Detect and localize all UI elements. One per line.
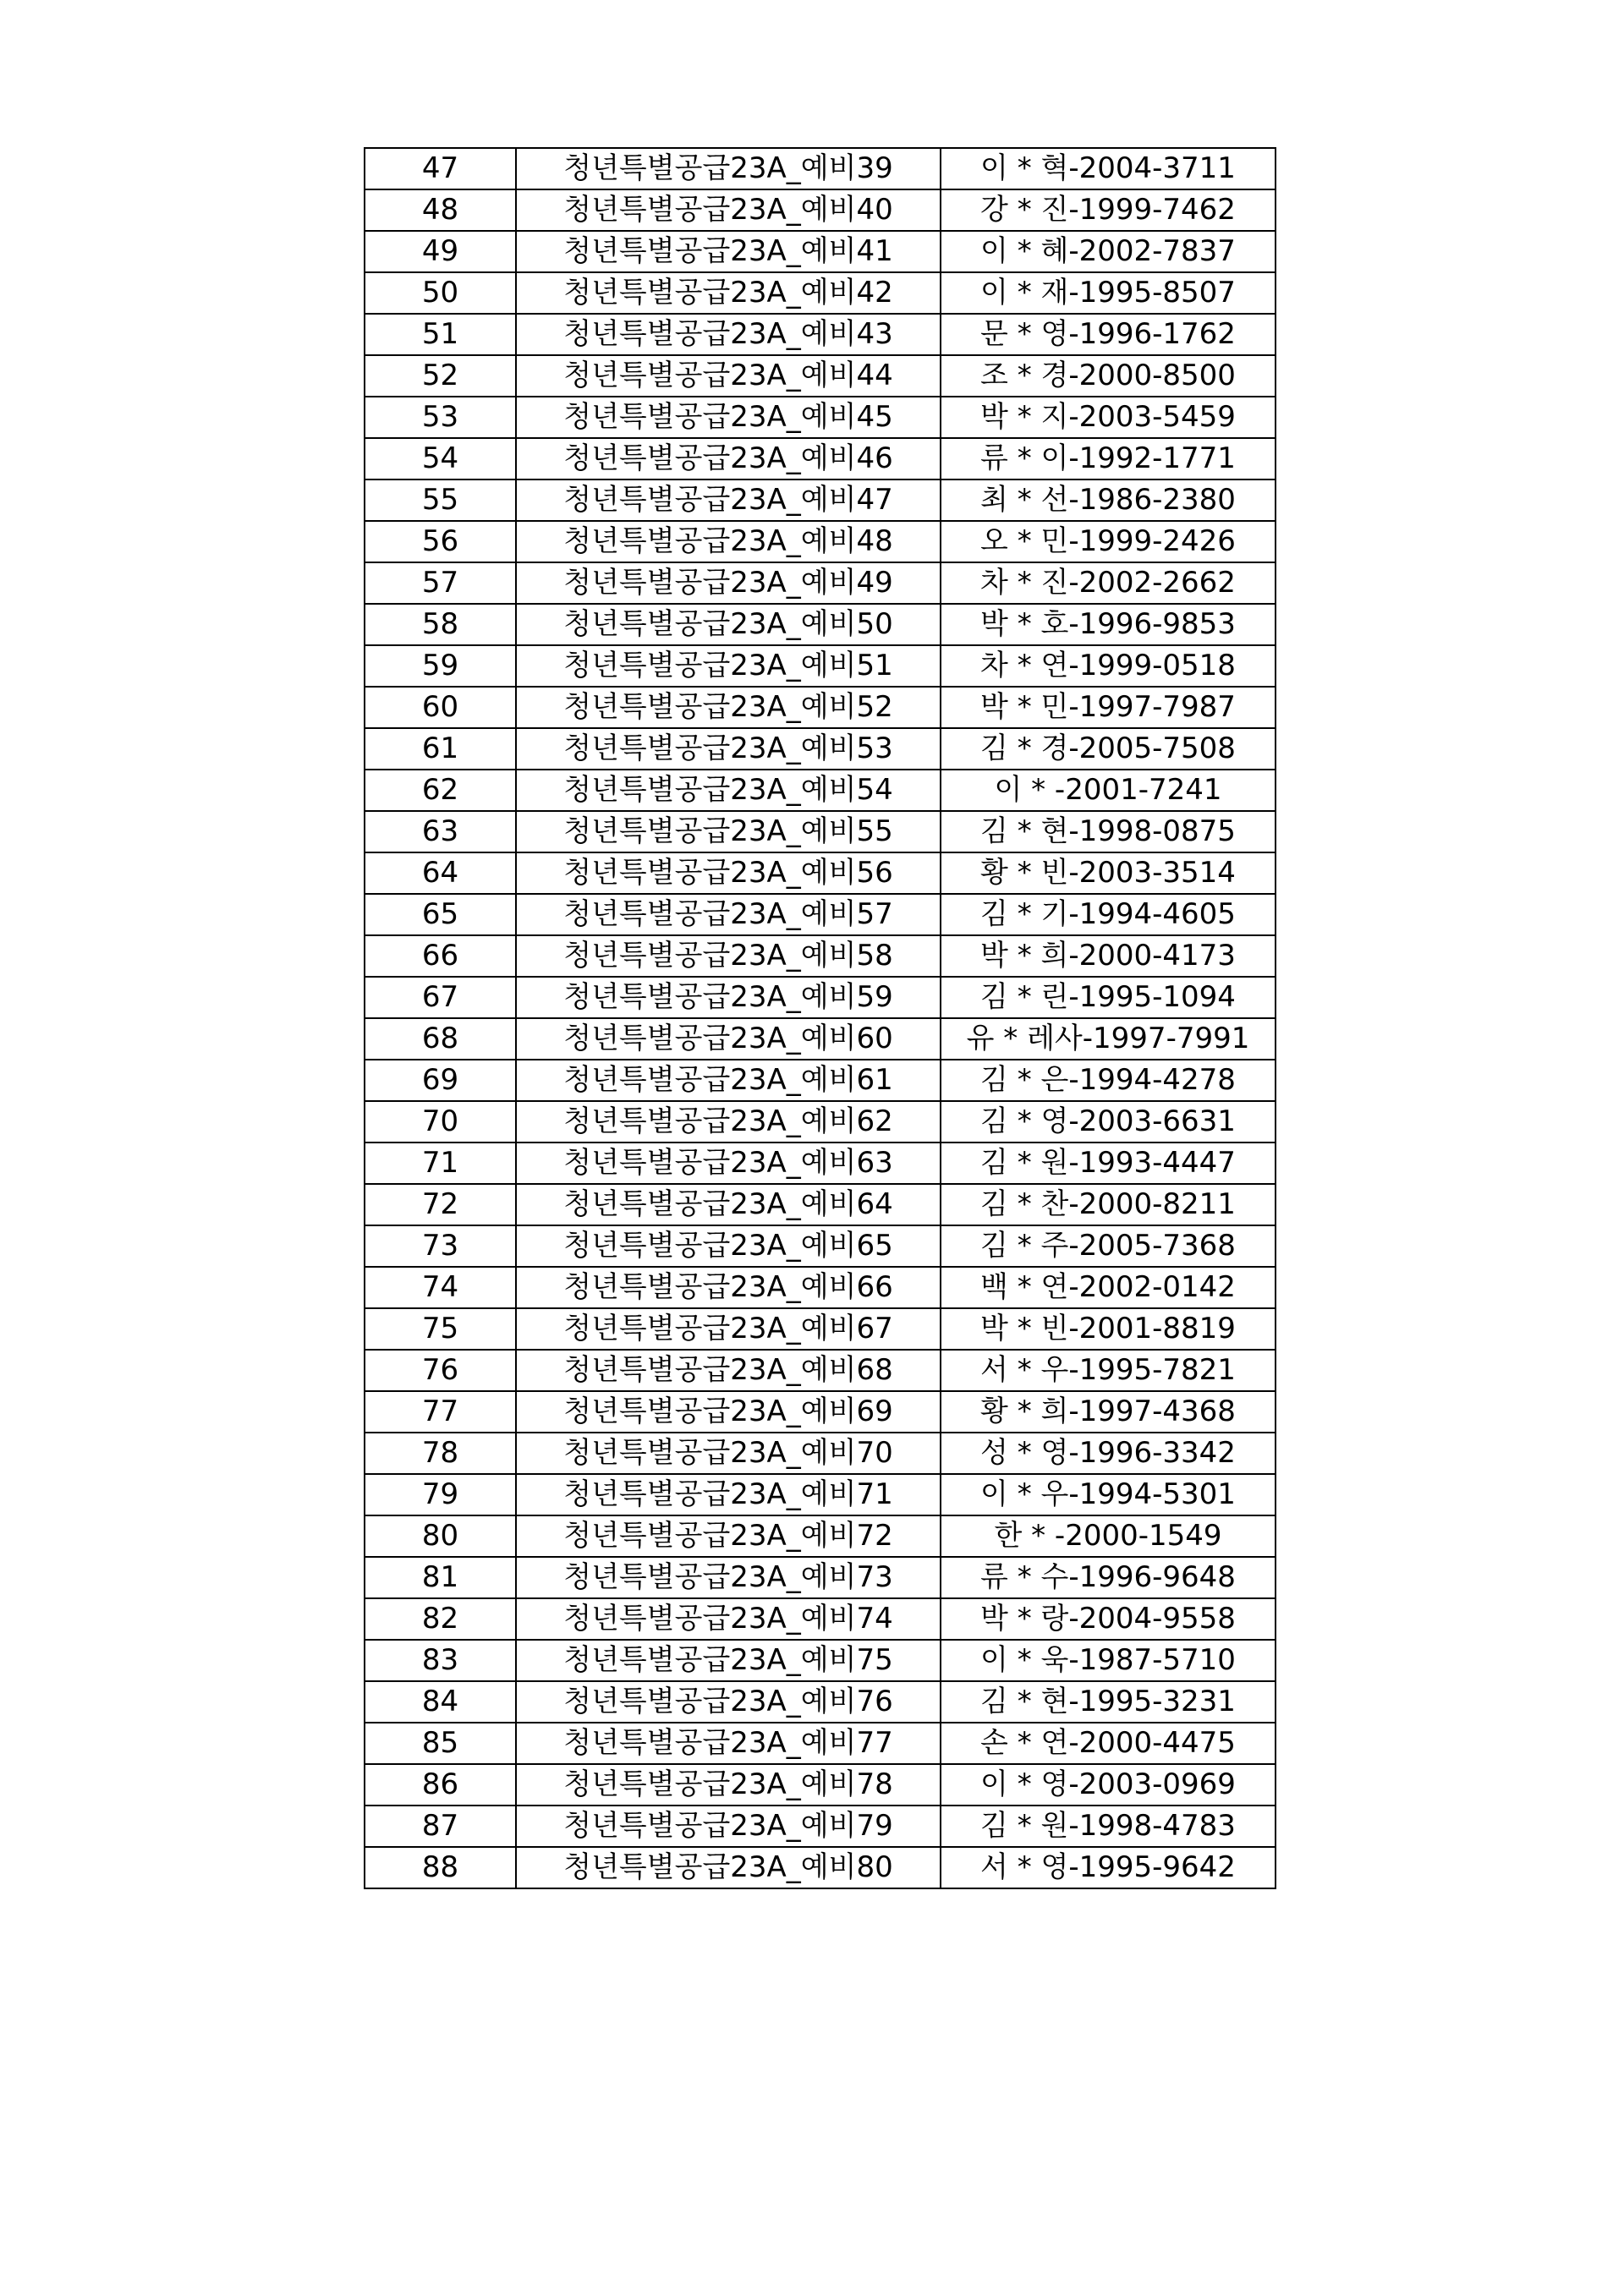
row-number-cell: 50 — [365, 272, 516, 314]
category-cell: 청년특별공급23A_예비64 — [516, 1184, 941, 1225]
row-number-cell: 80 — [365, 1515, 516, 1557]
table-row — [365, 894, 1276, 935]
row-number-cell: 69 — [365, 1060, 516, 1101]
row-number-cell: 70 — [365, 1101, 516, 1143]
row-number-cell: 79 — [365, 1474, 516, 1515]
category-cell: 청년특별공급23A_예비58 — [516, 935, 941, 977]
row-number-cell: 78 — [365, 1433, 516, 1474]
row-number-cell: 49 — [365, 231, 516, 272]
table-row — [365, 397, 1276, 438]
applicant-id-cell: 차 * 연-1999-0518 — [941, 645, 1276, 687]
table-row — [365, 977, 1276, 1018]
category-cell: 청년특별공급23A_예비76 — [516, 1681, 941, 1723]
table-row — [365, 604, 1276, 645]
table-row — [365, 811, 1276, 852]
applicant-id-cell: 박 * 랑-2004-9558 — [941, 1598, 1276, 1640]
category-cell: 청년특별공급23A_예비51 — [516, 645, 941, 687]
table-row — [365, 1018, 1276, 1060]
table-row — [365, 479, 1276, 521]
applicant-id-cell: 김 * 영-2003-6631 — [941, 1101, 1276, 1143]
table-row — [365, 1060, 1276, 1101]
applicant-id-cell: 이 * 욱-1987-5710 — [941, 1640, 1276, 1681]
applicant-id-cell: 박 * 지-2003-5459 — [941, 397, 1276, 438]
table-row — [365, 1391, 1276, 1433]
category-cell: 청년특별공급23A_예비65 — [516, 1225, 941, 1267]
table-row — [365, 355, 1276, 397]
applicant-id-cell: 조 * 경-2000-8500 — [941, 355, 1276, 397]
applicant-id-cell: 박 * 민-1997-7987 — [941, 687, 1276, 728]
row-number-cell: 86 — [365, 1764, 516, 1806]
row-number-cell: 71 — [365, 1143, 516, 1184]
category-cell: 청년특별공급23A_예비63 — [516, 1143, 941, 1184]
table-row — [365, 852, 1276, 894]
table-row — [365, 189, 1276, 231]
row-number-cell: 63 — [365, 811, 516, 852]
category-cell: 청년특별공급23A_예비61 — [516, 1060, 941, 1101]
category-cell: 청년특별공급23A_예비77 — [516, 1723, 941, 1764]
applicant-id-cell: 김 * 원-1998-4783 — [941, 1806, 1276, 1847]
category-cell: 청년특별공급23A_예비57 — [516, 894, 941, 935]
category-cell: 청년특별공급23A_예비50 — [516, 604, 941, 645]
applicant-id-cell: 김 * 경-2005-7508 — [941, 728, 1276, 770]
category-cell: 청년특별공급23A_예비42 — [516, 272, 941, 314]
applicant-id-cell: 김 * 주-2005-7368 — [941, 1225, 1276, 1267]
row-number-cell: 74 — [365, 1267, 516, 1308]
applicant-id-cell: 문 * 영-1996-1762 — [941, 314, 1276, 355]
category-cell: 청년특별공급23A_예비71 — [516, 1474, 941, 1515]
table-row — [365, 687, 1276, 728]
table-row — [365, 1515, 1276, 1557]
row-number-cell: 82 — [365, 1598, 516, 1640]
row-number-cell: 62 — [365, 770, 516, 811]
table-row — [365, 1557, 1276, 1598]
table-row — [365, 1350, 1276, 1391]
category-cell: 청년특별공급23A_예비56 — [516, 852, 941, 894]
table-row — [365, 1474, 1276, 1515]
table-row — [365, 438, 1276, 479]
applicant-id-cell: 서 * 영-1995-9642 — [941, 1847, 1276, 1888]
applicant-id-cell: 박 * 호-1996-9853 — [941, 604, 1276, 645]
applicant-id-cell: 성 * 영-1996-3342 — [941, 1433, 1276, 1474]
row-number-cell: 59 — [365, 645, 516, 687]
table-row — [365, 272, 1276, 314]
row-number-cell: 67 — [365, 977, 516, 1018]
category-cell: 청년특별공급23A_예비73 — [516, 1557, 941, 1598]
applicant-id-cell: 서 * 우-1995-7821 — [941, 1350, 1276, 1391]
applicant-id-cell: 김 * 찬-2000-8211 — [941, 1184, 1276, 1225]
table-row — [365, 148, 1276, 189]
row-number-cell: 47 — [365, 148, 516, 189]
category-cell: 청년특별공급23A_예비80 — [516, 1847, 941, 1888]
row-number-cell: 64 — [365, 852, 516, 894]
applicant-id-cell: 황 * 빈-2003-3514 — [941, 852, 1276, 894]
category-cell: 청년특별공급23A_예비52 — [516, 687, 941, 728]
table-row — [365, 1681, 1276, 1723]
table-row — [365, 645, 1276, 687]
row-number-cell: 56 — [365, 521, 516, 562]
category-cell: 청년특별공급23A_예비66 — [516, 1267, 941, 1308]
category-cell: 청년특별공급23A_예비43 — [516, 314, 941, 355]
applicant-id-cell: 류 * 수-1996-9648 — [941, 1557, 1276, 1598]
category-cell: 청년특별공급23A_예비44 — [516, 355, 941, 397]
category-cell: 청년특별공급23A_예비62 — [516, 1101, 941, 1143]
row-number-cell: 48 — [365, 189, 516, 231]
applicant-id-cell: 최 * 선-1986-2380 — [941, 479, 1276, 521]
category-cell: 청년특별공급23A_예비79 — [516, 1806, 941, 1847]
table-row — [365, 521, 1276, 562]
row-number-cell: 60 — [365, 687, 516, 728]
applicant-id-cell: 차 * 진-2002-2662 — [941, 562, 1276, 604]
category-cell: 청년특별공급23A_예비53 — [516, 728, 941, 770]
category-cell: 청년특별공급23A_예비67 — [516, 1308, 941, 1350]
table-row — [365, 770, 1276, 811]
table-row — [365, 1806, 1276, 1847]
row-number-cell: 51 — [365, 314, 516, 355]
category-cell: 청년특별공급23A_예비54 — [516, 770, 941, 811]
applicant-id-cell: 한 * -2000-1549 — [941, 1515, 1276, 1557]
applicant-id-cell: 이 * 혜-2002-7837 — [941, 231, 1276, 272]
table-row — [365, 1723, 1276, 1764]
applicant-id-cell: 강 * 진-1999-7462 — [941, 189, 1276, 231]
category-cell: 청년특별공급23A_예비49 — [516, 562, 941, 604]
row-number-cell: 54 — [365, 438, 516, 479]
row-number-cell: 68 — [365, 1018, 516, 1060]
applicant-id-cell: 김 * 기-1994-4605 — [941, 894, 1276, 935]
row-number-cell: 66 — [365, 935, 516, 977]
category-cell: 청년특별공급23A_예비60 — [516, 1018, 941, 1060]
row-number-cell: 84 — [365, 1681, 516, 1723]
row-number-cell: 72 — [365, 1184, 516, 1225]
applicant-id-cell: 박 * 빈-2001-8819 — [941, 1308, 1276, 1350]
table-row — [365, 231, 1276, 272]
table-row — [365, 1308, 1276, 1350]
category-cell: 청년특별공급23A_예비72 — [516, 1515, 941, 1557]
applicant-id-cell: 이 * 재-1995-8507 — [941, 272, 1276, 314]
row-number-cell: 53 — [365, 397, 516, 438]
category-cell: 청년특별공급23A_예비39 — [516, 148, 941, 189]
row-number-cell: 77 — [365, 1391, 516, 1433]
row-number-cell: 83 — [365, 1640, 516, 1681]
applicant-id-cell: 이 * -2001-7241 — [941, 770, 1276, 811]
table-row — [365, 1225, 1276, 1267]
applicant-id-cell: 오 * 민-1999-2426 — [941, 521, 1276, 562]
table-row — [365, 1267, 1276, 1308]
category-cell: 청년특별공급23A_예비45 — [516, 397, 941, 438]
table-row — [365, 314, 1276, 355]
applicant-id-cell: 김 * 은-1994-4278 — [941, 1060, 1276, 1101]
applicant-id-cell: 이 * 영-2003-0969 — [941, 1764, 1276, 1806]
category-cell: 청년특별공급23A_예비48 — [516, 521, 941, 562]
table-row — [365, 562, 1276, 604]
table-row — [365, 1640, 1276, 1681]
category-cell: 청년특별공급23A_예비41 — [516, 231, 941, 272]
applicant-id-cell: 이 * 우-1994-5301 — [941, 1474, 1276, 1515]
row-number-cell: 58 — [365, 604, 516, 645]
table-row — [365, 1184, 1276, 1225]
applicant-id-cell: 김 * 린-1995-1094 — [941, 977, 1276, 1018]
row-number-cell: 81 — [365, 1557, 516, 1598]
category-cell: 청년특별공급23A_예비59 — [516, 977, 941, 1018]
applicant-id-cell: 김 * 원-1993-4447 — [941, 1143, 1276, 1184]
category-cell: 청년특별공급23A_예비75 — [516, 1640, 941, 1681]
applicant-id-cell: 손 * 연-2000-4475 — [941, 1723, 1276, 1764]
row-number-cell: 52 — [365, 355, 516, 397]
table-row — [365, 728, 1276, 770]
row-number-cell: 75 — [365, 1308, 516, 1350]
row-number-cell: 87 — [365, 1806, 516, 1847]
category-cell: 청년특별공급23A_예비70 — [516, 1433, 941, 1474]
applicant-id-cell: 김 * 현-1998-0875 — [941, 811, 1276, 852]
row-number-cell: 88 — [365, 1847, 516, 1888]
category-cell: 청년특별공급23A_예비69 — [516, 1391, 941, 1433]
applicant-id-cell: 류 * 이-1992-1771 — [941, 438, 1276, 479]
applicant-id-cell: 유 * 레사-1997-7991 — [941, 1018, 1276, 1060]
table-row — [365, 1598, 1276, 1640]
applicant-id-cell: 이 * 혁-2004-3711 — [941, 148, 1276, 189]
applicant-id-cell: 박 * 희-2000-4173 — [941, 935, 1276, 977]
category-cell: 청년특별공급23A_예비78 — [516, 1764, 941, 1806]
applicant-id-cell: 김 * 현-1995-3231 — [941, 1681, 1276, 1723]
table-row — [365, 935, 1276, 977]
row-number-cell: 65 — [365, 894, 516, 935]
table-row — [365, 1143, 1276, 1184]
category-cell: 청년특별공급23A_예비68 — [516, 1350, 941, 1391]
row-number-cell: 55 — [365, 479, 516, 521]
row-number-cell: 61 — [365, 728, 516, 770]
table-body — [365, 148, 1276, 1888]
category-cell: 청년특별공급23A_예비55 — [516, 811, 941, 852]
applicant-id-cell: 황 * 희-1997-4368 — [941, 1391, 1276, 1433]
applicant-id-cell: 백 * 연-2002-0142 — [941, 1267, 1276, 1308]
table-row — [365, 1433, 1276, 1474]
reserve-list-table — [364, 147, 1276, 1889]
category-cell: 청년특별공급23A_예비74 — [516, 1598, 941, 1640]
table-row — [365, 1101, 1276, 1143]
row-number-cell: 76 — [365, 1350, 516, 1391]
category-cell: 청년특별공급23A_예비47 — [516, 479, 941, 521]
row-number-cell: 73 — [365, 1225, 516, 1267]
category-cell: 청년특별공급23A_예비40 — [516, 189, 941, 231]
row-number-cell: 57 — [365, 562, 516, 604]
table-row — [365, 1847, 1276, 1888]
table-row — [365, 1764, 1276, 1806]
category-cell: 청년특별공급23A_예비46 — [516, 438, 941, 479]
row-number-cell: 85 — [365, 1723, 516, 1764]
